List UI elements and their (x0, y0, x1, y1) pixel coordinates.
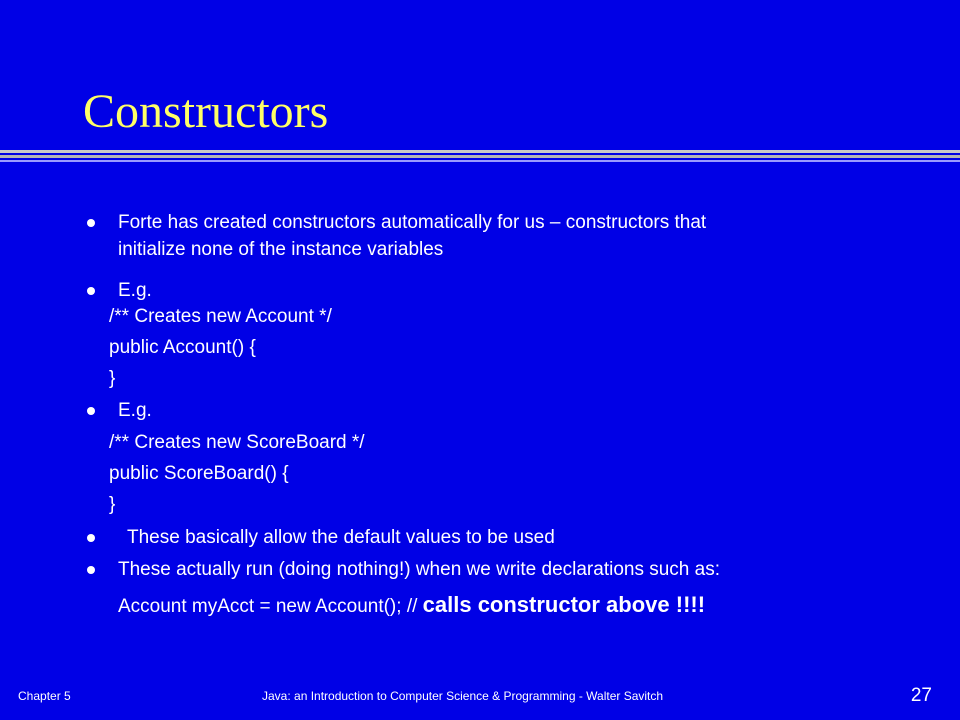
title-divider (0, 160, 960, 162)
code-line: /** Creates new Account */ (109, 306, 332, 327)
title-divider (0, 150, 960, 153)
bullet-icon (87, 219, 95, 227)
bullet-text: These actually run (doing nothing!) when we write declarations such as: (118, 559, 720, 580)
page-number: 27 (910, 685, 932, 706)
bullet-icon (87, 566, 95, 574)
bullet-icon (87, 287, 95, 295)
bullet-text: E.g. (118, 280, 152, 301)
title-divider (0, 155, 960, 158)
code-line: } (109, 494, 116, 515)
bullet-icon (87, 407, 95, 415)
declaration-line (118, 594, 705, 618)
footer-chapter: Chapter 5 (18, 689, 71, 703)
slide-title: Constructors (83, 85, 329, 138)
code-line: } (109, 368, 116, 389)
declaration-code: Account myAcct = new Account(); // (118, 596, 418, 617)
bullet-text: initialize none of the instance variables (118, 239, 444, 260)
bullet-text: Forte has created constructors automatically for us – constructors that (118, 212, 707, 233)
bullet-text: E.g. (118, 400, 152, 421)
code-line: public ScoreBoard() { (109, 463, 289, 484)
bullet-icon (87, 534, 95, 542)
code-line: public Account() { (109, 337, 256, 358)
bullet-text: These basically allow the default values to be used (127, 527, 555, 548)
footer-course: Java: an Introduction to Computer Science & Programming - Walter Savitch (262, 689, 664, 703)
declaration-comment: calls constructor above !!!! (422, 592, 706, 617)
code-line: /** Creates new ScoreBoard */ (109, 432, 365, 453)
